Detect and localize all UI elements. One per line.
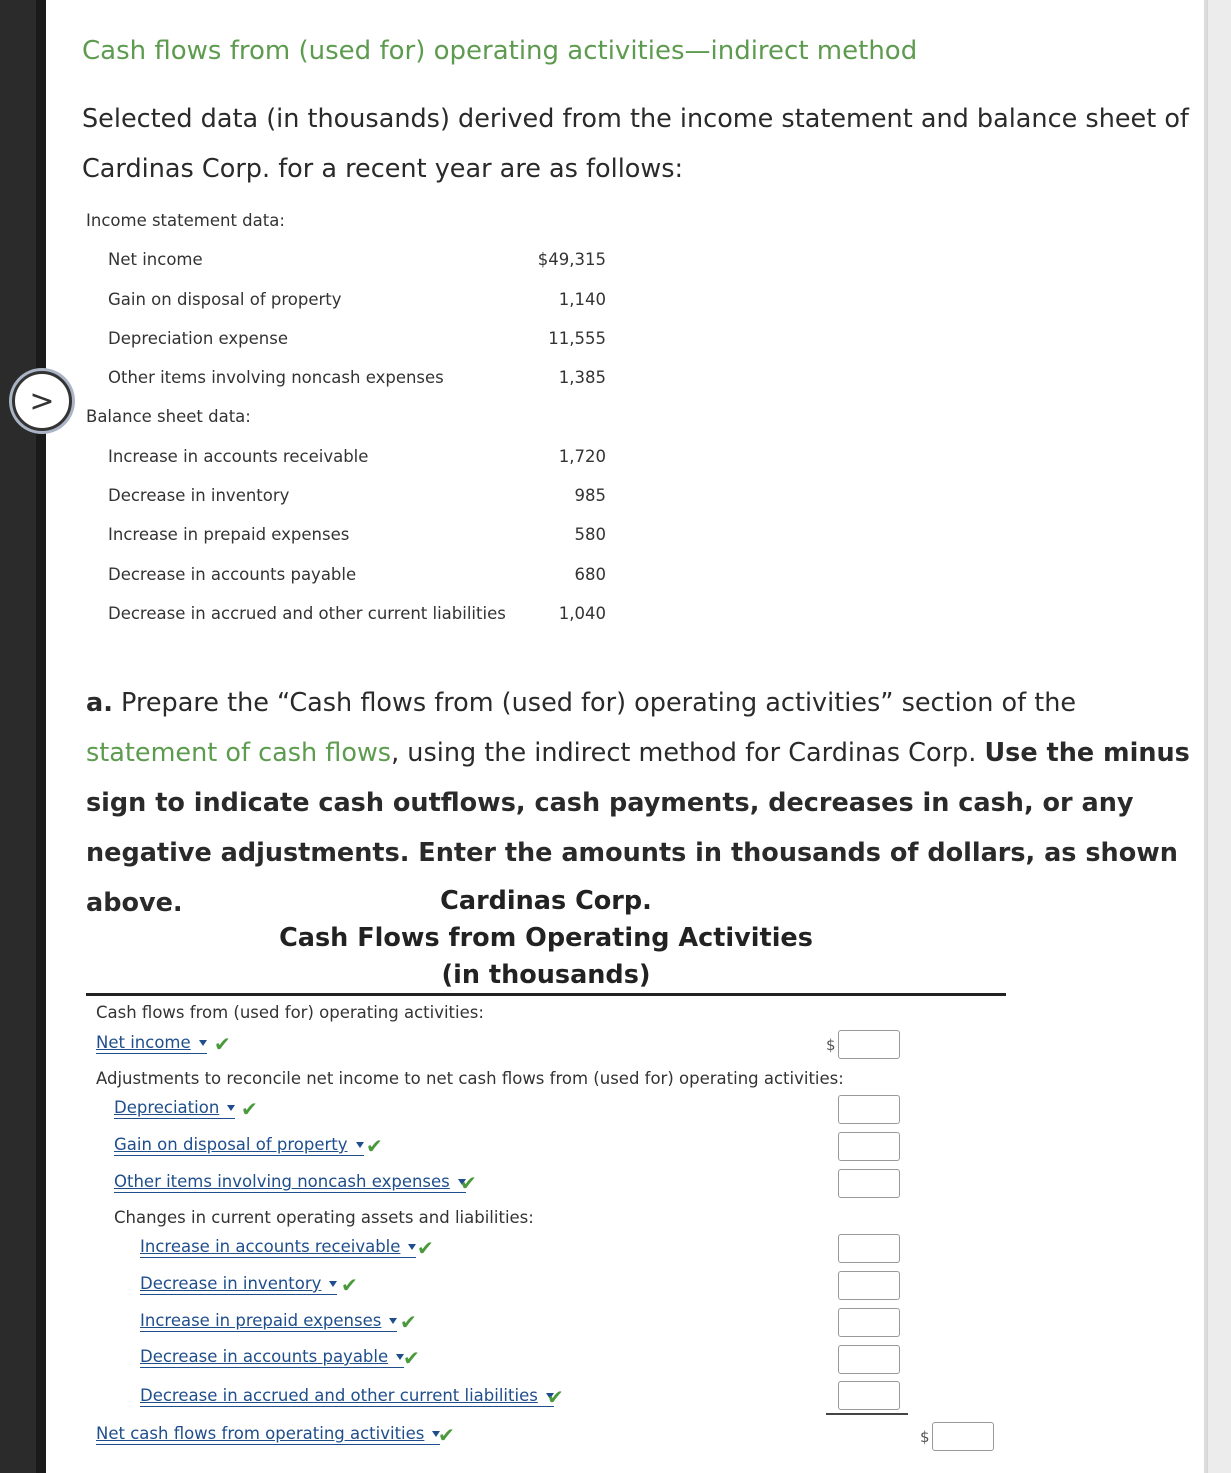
data-row-value: 11,555 [548, 329, 606, 348]
accounts-payable-input[interactable] [838, 1345, 900, 1374]
data-row-label: Decrease in accounts payable [108, 565, 357, 584]
dropdown-label: Net cash flows from operating activities [96, 1424, 425, 1443]
data-row-value: 1,040 [558, 604, 606, 623]
sum-rule [826, 1413, 908, 1415]
correct-check-icon: ✔ [366, 1134, 383, 1158]
accrued-liabilities-input[interactable] [838, 1381, 900, 1410]
adjustments-label: Adjustments to reconcile net income to net cash flows from (used for) operating activities: [96, 1069, 844, 1088]
dropdown-label: Depreciation [114, 1098, 220, 1117]
correct-check-icon: ✔ [214, 1032, 231, 1056]
question-text-part2: , using the indirect method for Cardinas Corp. [391, 738, 985, 768]
left-gutter [0, 0, 36, 1473]
data-row-label: Net income [108, 250, 203, 269]
data-row-label: Decrease in accrued and other current liabilities [108, 604, 506, 623]
correct-check-icon: ✔ [400, 1310, 417, 1334]
currency-symbol: $ [826, 1036, 836, 1054]
chevron-down-icon [199, 1040, 207, 1046]
correct-check-icon: ✔ [460, 1171, 477, 1195]
correct-check-icon: ✔ [417, 1236, 434, 1260]
change-dropdown-accounts-receivable[interactable] [140, 1237, 416, 1258]
page-title: Cash flows from (used for) operating activities—indirect method [82, 36, 918, 66]
net-cash-flows-dropdown[interactable] [96, 1424, 440, 1445]
data-row-label: Increase in accounts receivable [108, 447, 369, 466]
adjustment-dropdown-gain[interactable] [114, 1135, 364, 1156]
data-row-label: Decrease in inventory [108, 486, 290, 505]
data-row-value: 985 [574, 486, 606, 505]
correct-check-icon: ✔ [341, 1273, 358, 1297]
header-rule [86, 993, 1006, 996]
dropdown-label: Gain on disposal of property [114, 1135, 348, 1154]
question-prefix: a. [86, 688, 113, 718]
change-dropdown-accrued-liabilities[interactable] [140, 1386, 554, 1407]
data-row-value: 680 [574, 565, 606, 584]
intro-text: Selected data (in thousands) derived from the income statement and balance sheet of Cardinas Corp. for a recent year are as follows: [82, 104, 1189, 184]
changes-label: Changes in current operating assets and liabilities: [114, 1208, 534, 1227]
correct-check-icon: ✔ [547, 1385, 564, 1409]
currency-symbol: $ [920, 1428, 930, 1446]
question-bold-instructions: Use the minus sign to indicate cash outflows, cash payments, decreases in cash, or any negative adjustments. Enter the amounts in thousands of dollars, as shown above. [86, 738, 1190, 918]
data-row-value: 1,385 [558, 368, 606, 387]
net-cash-flows-input[interactable] [932, 1422, 994, 1451]
prepaid-expenses-input[interactable] [838, 1308, 900, 1337]
change-dropdown-accounts-payable[interactable] [140, 1347, 404, 1368]
chevron-right-icon: > [29, 383, 55, 419]
adjustment-dropdown-depreciation[interactable] [114, 1098, 235, 1119]
question-text-part1: Prepare the “Cash flows from (used for) operating activities” section of the [112, 688, 1077, 718]
data-row-label: Depreciation expense [108, 329, 288, 348]
next-arrow-button[interactable] [12, 371, 72, 431]
correct-check-icon: ✔ [438, 1423, 455, 1447]
data-row-value: $49,315 [537, 250, 606, 269]
company-name: Cardinas Corp. [440, 886, 652, 916]
change-dropdown-inventory[interactable] [140, 1274, 337, 1295]
gain-input[interactable] [838, 1132, 900, 1161]
chevron-down-icon [356, 1142, 364, 1148]
balance-sheet-heading: Balance sheet data: [86, 407, 251, 426]
income-statement-heading: Income statement data: [86, 211, 285, 230]
adjustment-dropdown-other-noncash[interactable] [114, 1172, 466, 1193]
change-dropdown-prepaid-expenses[interactable] [140, 1311, 397, 1332]
inventory-input[interactable] [838, 1271, 900, 1300]
dropdown-label: Decrease in accounts payable [140, 1347, 389, 1366]
other-noncash-input[interactable] [838, 1169, 900, 1198]
data-row-label: Other items involving noncash expenses [108, 368, 444, 387]
data-row-value: 1,720 [558, 447, 606, 466]
chevron-down-icon [389, 1318, 397, 1324]
net-income-dropdown[interactable] [96, 1033, 207, 1054]
correct-check-icon: ✔ [241, 1097, 258, 1121]
data-row-label: Increase in prepaid expenses [108, 525, 350, 544]
left-divider [36, 0, 46, 1473]
statement-title: Cash Flows from Operating Activities [279, 923, 813, 953]
chevron-down-icon [329, 1281, 337, 1287]
chevron-down-icon [408, 1244, 416, 1250]
chevron-down-icon [227, 1105, 235, 1111]
statement-of-cash-flows-link[interactable]: statement of cash flows [86, 738, 392, 768]
dropdown-label: Increase in accounts receivable [140, 1237, 401, 1256]
data-row-value: 1,140 [558, 290, 606, 309]
accounts-receivable-input[interactable] [838, 1234, 900, 1263]
data-row-label: Gain on disposal of property [108, 290, 342, 309]
depreciation-input[interactable] [838, 1095, 900, 1124]
dropdown-label: Net income [96, 1033, 191, 1052]
statement-subtitle: (in thousands) [441, 960, 651, 990]
data-row-value: 580 [574, 525, 606, 544]
dropdown-label: Other items involving noncash expenses [114, 1172, 450, 1191]
dropdown-label: Increase in prepaid expenses [140, 1311, 382, 1330]
dropdown-label: Decrease in accrued and other current liabilities [140, 1386, 538, 1405]
right-scrollbar[interactable] [1207, 0, 1231, 1473]
correct-check-icon: ✔ [403, 1346, 420, 1370]
section-label: Cash flows from (used for) operating activities: [96, 1003, 484, 1022]
net-income-input[interactable] [838, 1030, 900, 1059]
dropdown-label: Decrease in inventory [140, 1274, 322, 1293]
